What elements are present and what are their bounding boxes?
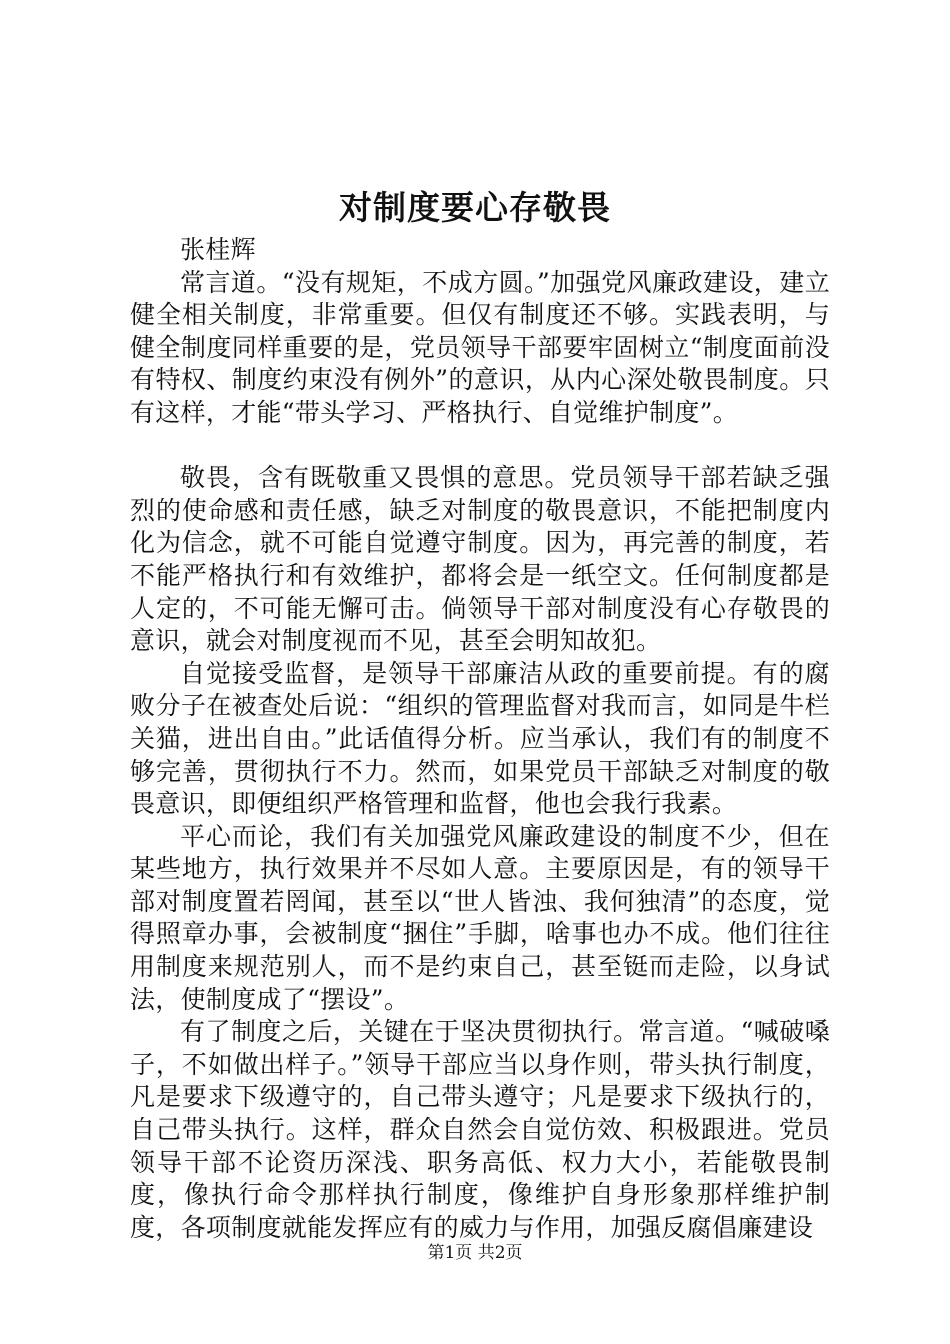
paragraph-2: 敬畏，含有既敬重又畏惧的意思。党员领导干部若缺乏强烈的使命感和责任感，缺乏对制度的敬畏意识，不能把制度内化为信念，就不可能自觉遵守制度。因为，再完善的制度，若不能严格执行和有效维护，都将会是一纸空文。任何制度都是人定的，不可能无懈可击。倘领导干部对制度没有心存敬畏的意识，就会对制度视而不见，甚至会明知故犯。 <box>130 463 830 656</box>
paragraph-3: 自觉接受监督，是领导干部廉洁从政的重要前提。有的腐败分子在被查处后说：“组织的管理监督对我而言，如同是牛栏关猫，进出自由。”此话值得分析。应当承认，我们有的制度不够完善，贯彻执行不力。然而，如果党员干部缺乏对制度的敬畏意识，即便组织严格管理和监督，他也会我行我素。 <box>130 658 830 819</box>
paragraph-1: 常言道。“没有规矩，不成方圆。”加强党风廉政建设，建立健全相关制度，非常重要。但仅有制度还不够。实践表明，与健全制度同样重要的是，党员领导干部要牢固树立“制度面前没有特权、制度约束没有例外”的意识，从内心深处敬畏制度。只有这样，才能“带头学习、严格执行、自觉维护制度”。 <box>130 267 830 427</box>
paragraph-4: 平心而论，我们有关加强党风廉政建设的制度不少，但在某些地方，执行效果并不尽如人意。主要原因是，有的领导干部对制度置若罔闻，甚至以“世人皆浊、我何独清”的态度，觉得照章办事，会被制度“捆住”手脚，啥事也办不成。他们往往用制度来规范别人，而不是约束自己，甚至铤而走险，以身试法，使制度成了“摆设”。 <box>130 821 830 1014</box>
author-name: 张桂辉 <box>180 235 256 264</box>
document-body <box>130 234 830 1244</box>
page-footer: 第1页 共2页 <box>427 1243 523 1263</box>
paragraph-5: 有了制度之后，关键在于坚决贯彻执行。常言道。“喊破嗓子，不如做出样子。”领导干部应当以身作则，带头执行制度，凡是要求下级遵守的，自己带头遵守；凡是要求下级执行的，自己带头执行。这样，群众自然会自觉仿效、积极跟进。党员领导干部不论资历深浅、职务高低、权力大小，若能敬畏制度，像执行命令那样执行制度，像维护自身形象那样维护制度，各项制度就能发挥应有的威力与作用，加强反腐倡廉建设 <box>130 1017 830 1242</box>
page-title: 对制度要心存敬畏 <box>339 188 611 227</box>
